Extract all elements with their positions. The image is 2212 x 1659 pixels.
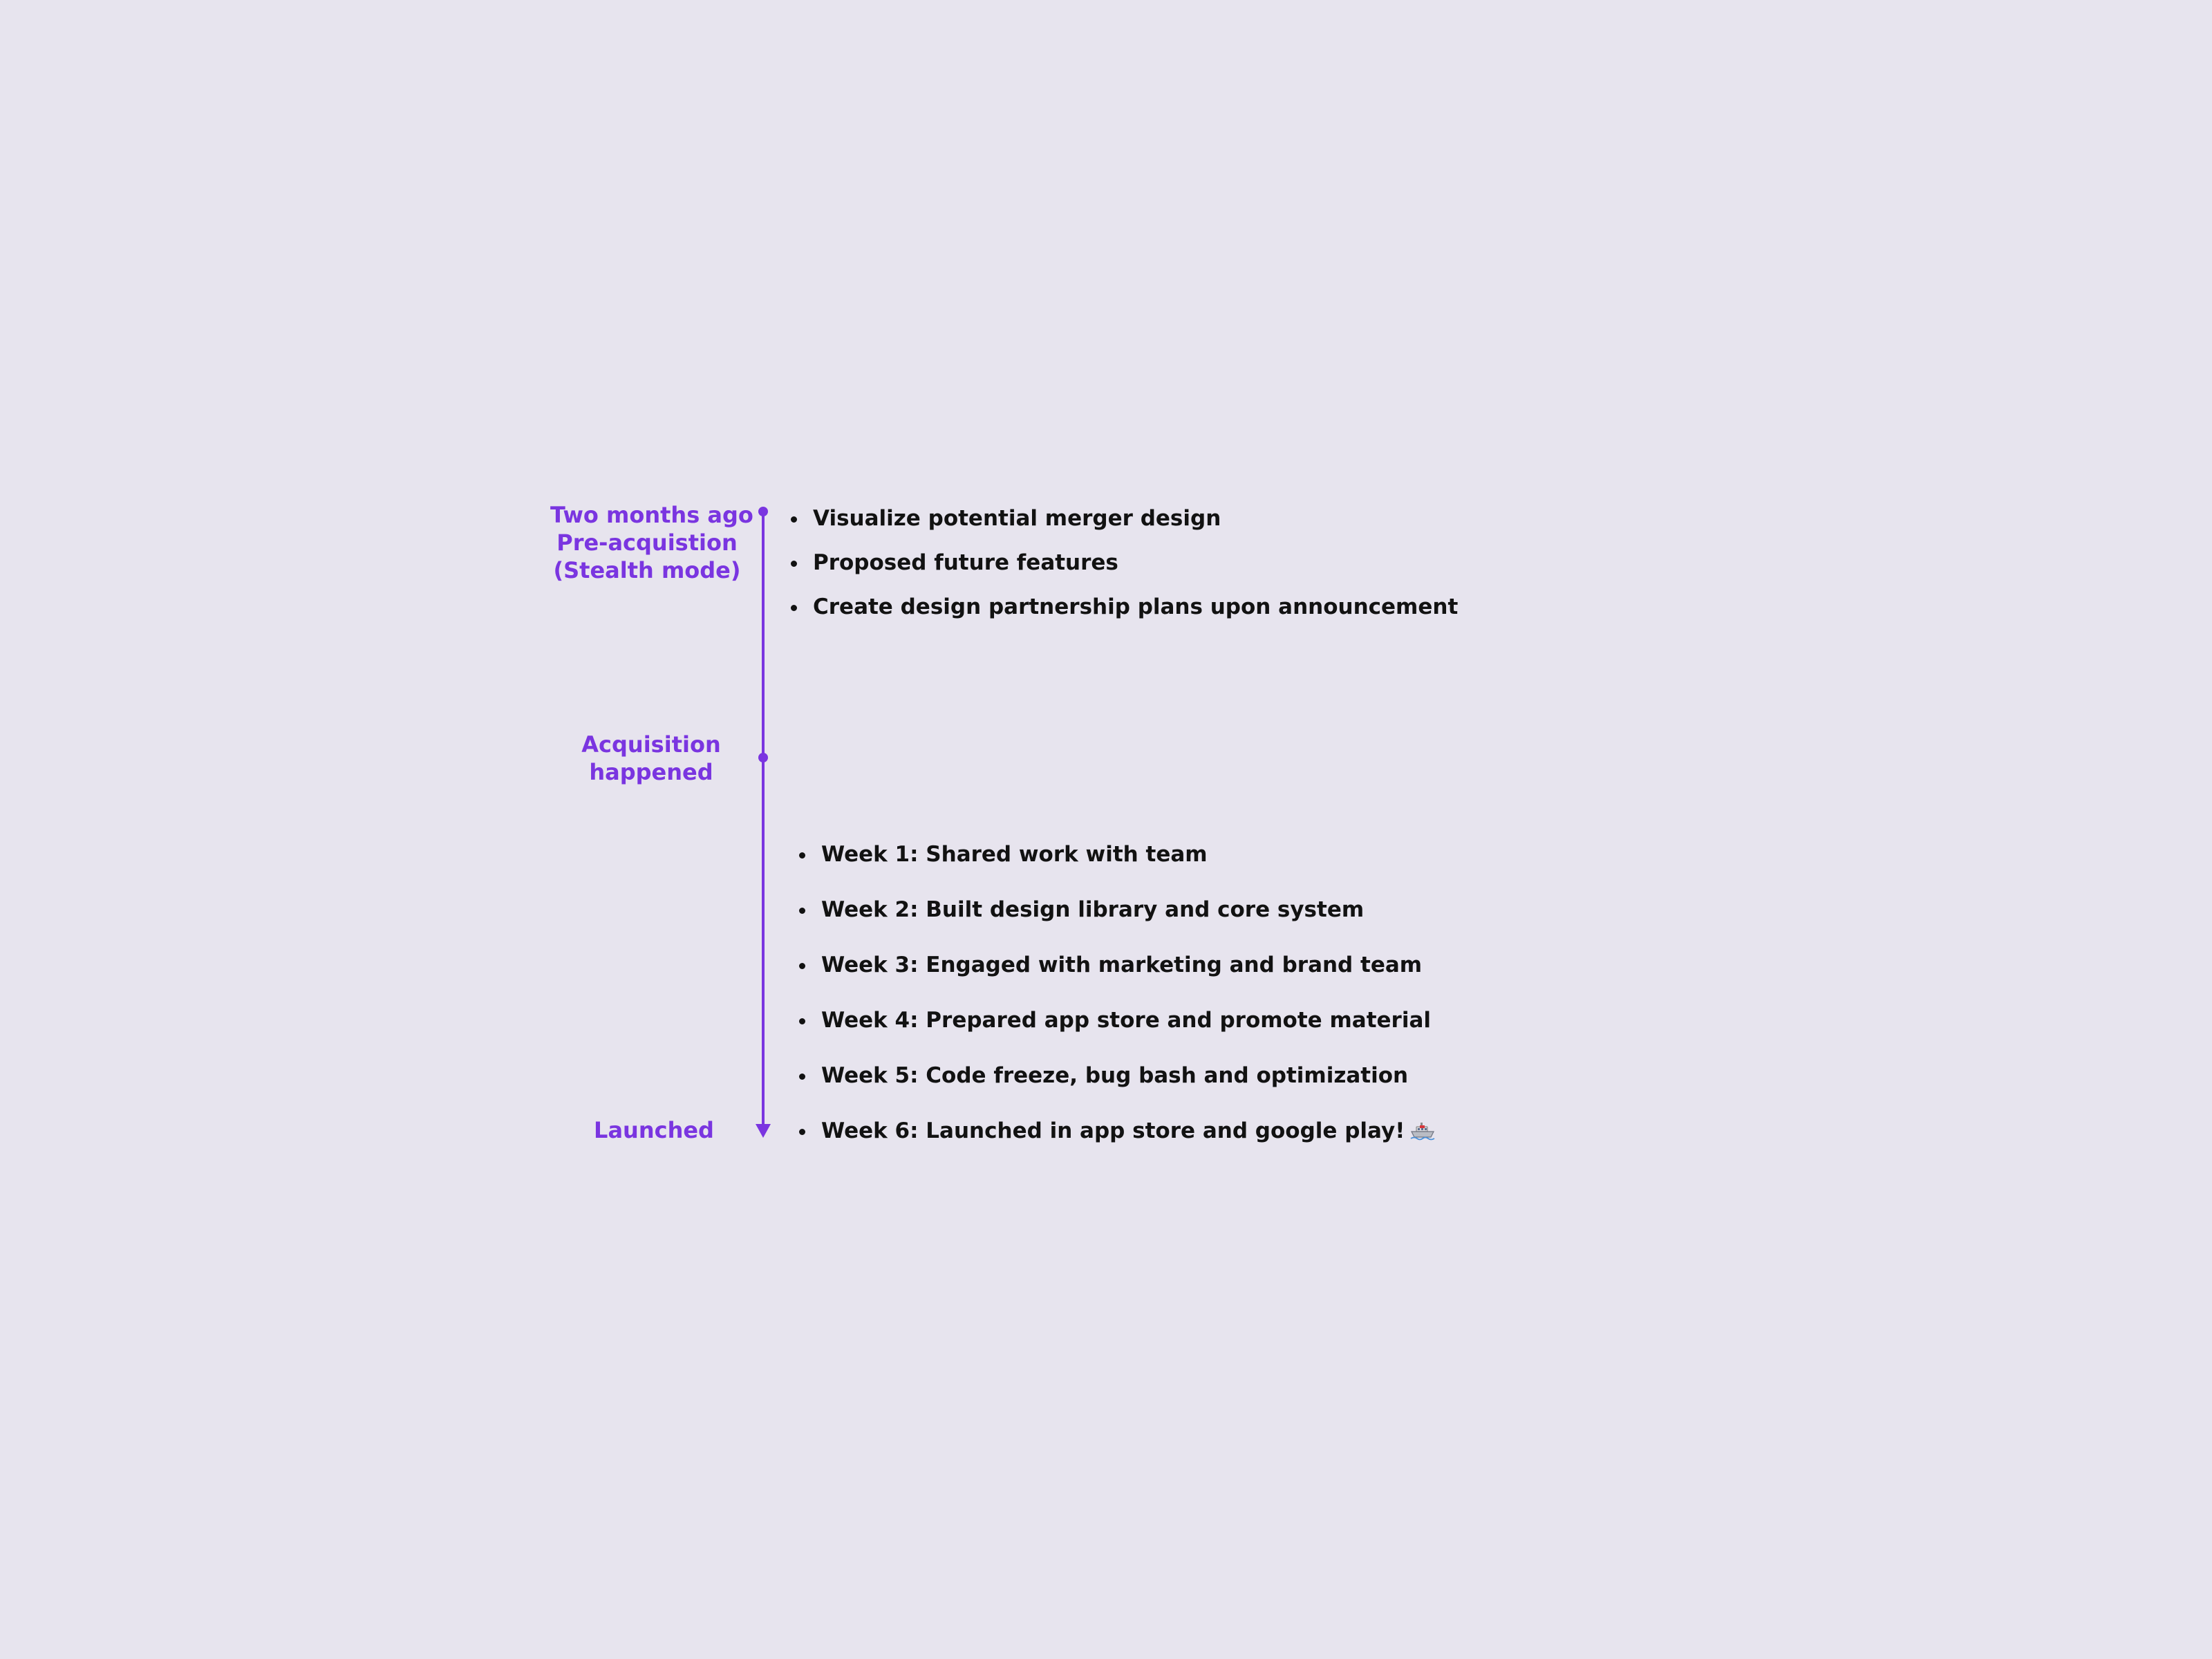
list-item: Visualize potential merger design — [791, 505, 1458, 532]
milestone-label-line: happened — [589, 759, 713, 785]
milestone-label-acquisition — [561, 731, 741, 786]
list-item: Proposed future features — [791, 549, 1458, 577]
list-item: Week 3: Engaged with marketing and brand team — [799, 951, 1435, 979]
list-item-launched — [799, 1117, 1435, 1145]
weekly-progress-list — [799, 841, 1435, 1172]
timeline-dot-acquisition — [758, 753, 768, 762]
milestone-label-line: Acquisition — [581, 731, 721, 758]
list-item: Week 2: Built design library and core system — [799, 896, 1435, 924]
milestone-label-two-months-ago — [550, 501, 753, 584]
milestone-label-line: Pre-acquistion — [556, 529, 738, 556]
milestone-label-line: Two months ago — [550, 502, 753, 528]
milestone-label-line: Launched — [594, 1117, 714, 1143]
list-item: Week 5: Code freeze, bug bash and optimization — [799, 1062, 1435, 1089]
pre-acquisition-task-list — [791, 505, 1458, 637]
list-item: Week 1: Shared work with team — [799, 841, 1435, 868]
timeline-arrow-launched — [756, 1124, 771, 1138]
timeline-axis — [740, 498, 788, 1141]
list-item: Create design partnership plans upon announcement — [791, 593, 1458, 621]
list-item: Week 4: Prepared app store and promote material — [799, 1006, 1435, 1034]
ship-icon — [1410, 1121, 1435, 1141]
timeline-dot-two-months-ago — [758, 507, 768, 516]
milestone-label-line: (Stealth mode) — [553, 557, 741, 583]
milestone-label-launched — [571, 1116, 737, 1144]
list-item-text: Week 6: Launched in app store and google play! — [821, 1118, 1405, 1143]
